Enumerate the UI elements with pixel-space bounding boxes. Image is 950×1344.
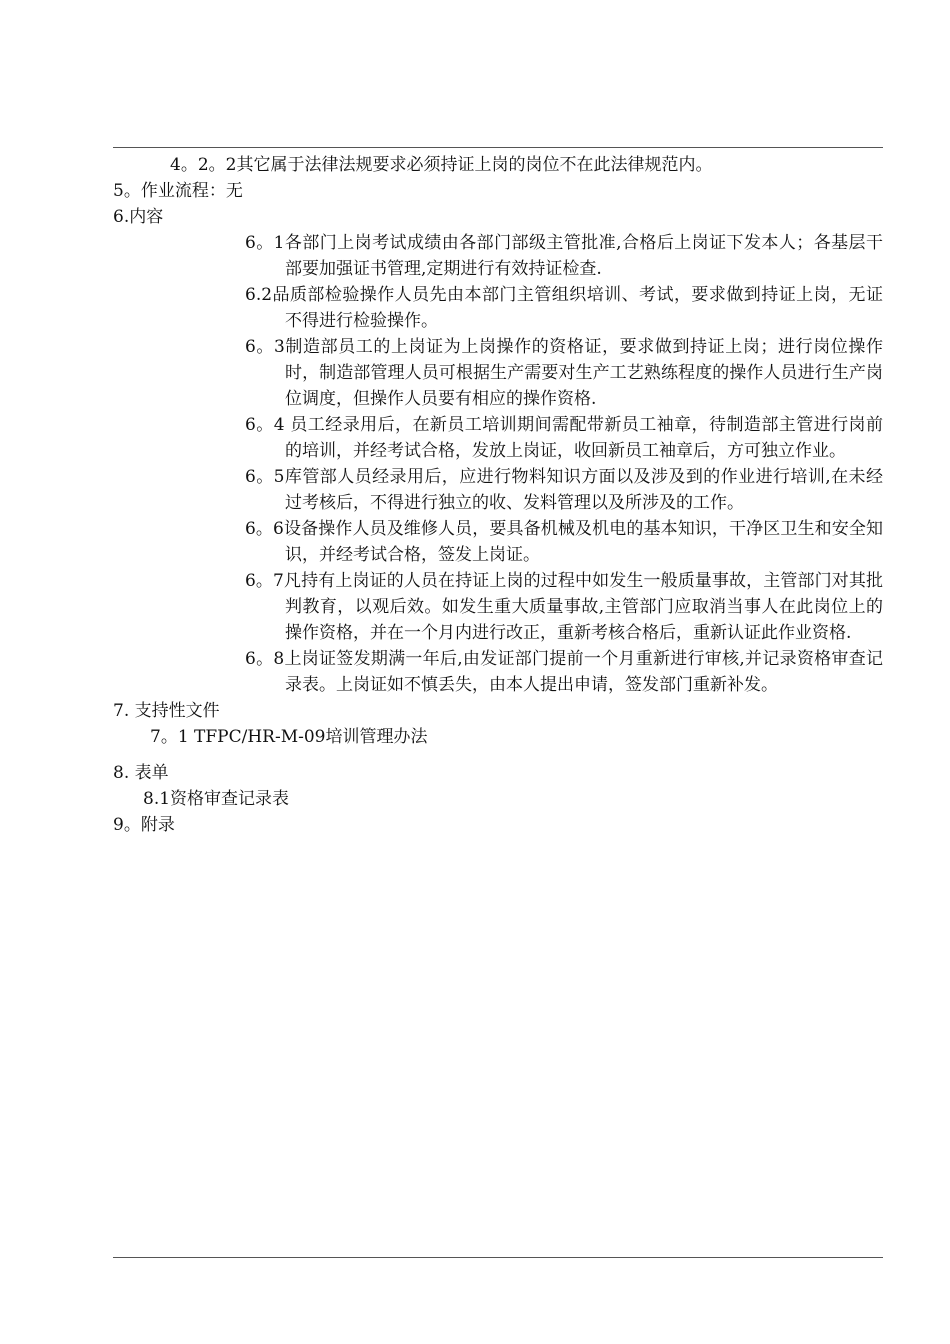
clause-7-1: 7。1 TFPC/HR-M-09培训管理办法 <box>150 727 428 747</box>
document-body <box>113 152 883 838</box>
section-9-heading: 9。附录 <box>113 815 175 835</box>
clause-6-6: 6。6设备操作人员及维修人员，要具备机械及机电的基本知识，干净区卫生和安全知识，并经考试合格，签发上岗证。 <box>245 519 883 565</box>
section-8-heading: 8. 表单 <box>113 763 169 783</box>
clause-6-7: 6。7凡持有上岗证的人员在持证上岗的过程中如发生一般质量事故，主管部门对其批判教育，以观后效。如发生重大质量事故,主管部门应取消当事人在此岗位上的操作资格，并在一个月内进行改正，重新考核合格后，重新认证此作业资格. <box>245 571 883 643</box>
clause-6-8: 6。8上岗证签发期满一年后,由发证部门提前一个月重新进行审核,并记录资格审查记录表。上岗证如不慎丢失，由本人提出申请，签发部门重新补发。 <box>245 649 883 695</box>
section-5-heading: 5。作业流程：无 <box>113 181 243 201</box>
clause-6-3: 6。3制造部员工的上岗证为上岗操作的资格证，要求做到持证上岗；进行岗位操作时，制造部管理人员可根据生产需要对生产工艺熟练程度的操作人员进行生产岗位调度，但操作人员要有相应的操作资格. <box>245 337 883 409</box>
clause-8-1: 8.1资格审查记录表 <box>143 789 290 809</box>
clause-6-4: 6。4 员工经录用后，在新员工培训期间需配带新员工袖章，待制造部主管进行岗前的培训，并经考试合格，发放上岗证，收回新员工袖章后，方可独立作业。 <box>245 415 883 461</box>
clause-6-2: 6.2品质部检验操作人员先由本部门主管组织培训、考试，要求做到持证上岗，无证不得进行检验操作。 <box>245 285 883 331</box>
section-7-heading: 7. 支持性文件 <box>113 701 220 721</box>
footer-rule <box>113 1257 883 1258</box>
clause-6-1: 6。1各部门上岗考试成绩由各部门部级主管批准,合格后上岗证下发本人；各基层干部要加强证书管理,定期进行有效持证检查. <box>245 233 883 279</box>
section-6-heading: 6.内容 <box>113 207 164 227</box>
header-rule <box>113 147 883 148</box>
clause-4-2-2: 4。2。2其它属于法律法规要求必须持证上岗的岗位不在此法律规范内。 <box>170 155 713 175</box>
clause-6-5: 6。5库管部人员经录用后，应进行物料知识方面以及涉及到的作业进行培训,在未经过考核后，不得进行独立的收、发料管理以及所涉及的工作。 <box>245 467 883 513</box>
